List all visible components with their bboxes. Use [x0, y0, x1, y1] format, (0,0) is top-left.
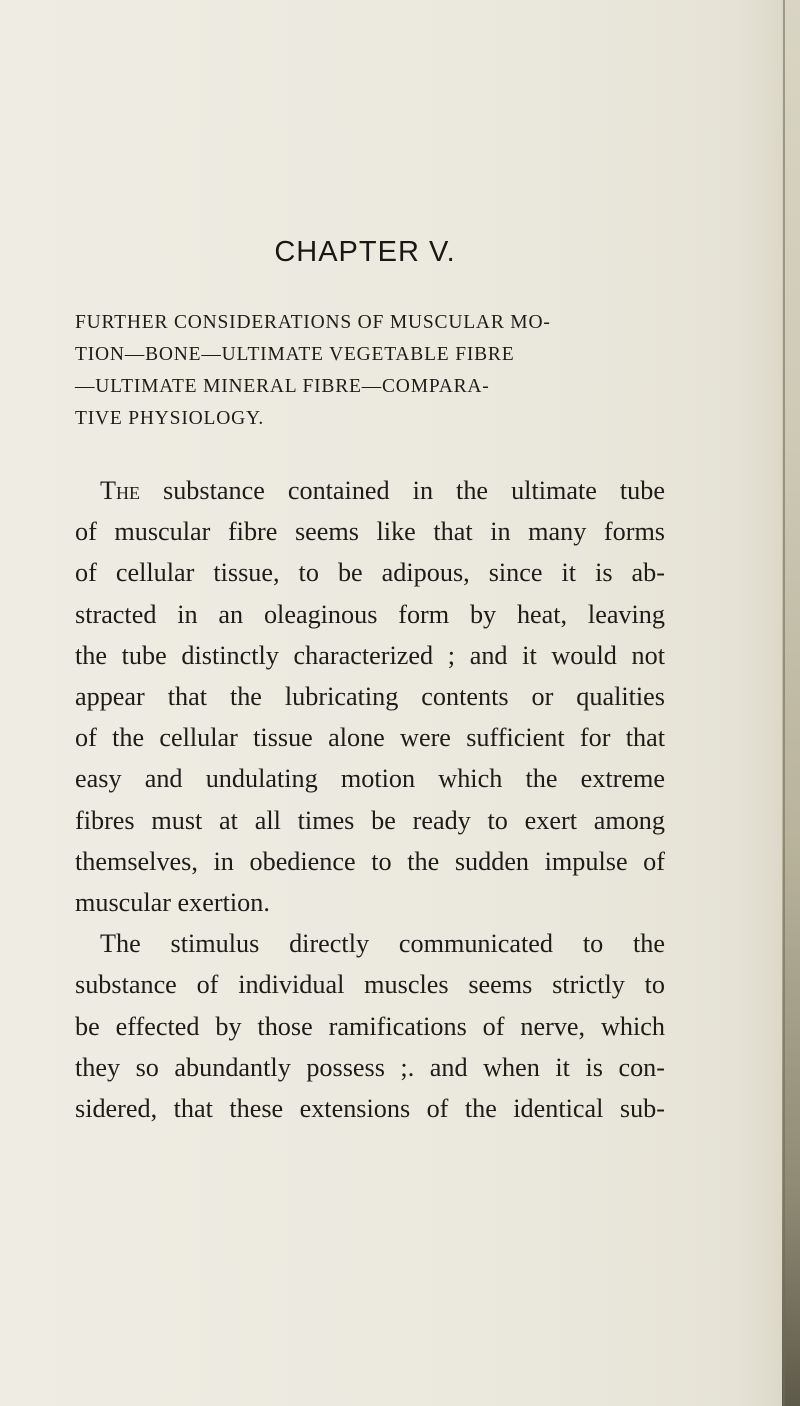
summary-line: TION—BONE—ULTIMATE VEGETABLE FIBRE [75, 344, 515, 365]
summary-line: —ULTIMATE MINERAL FIBRE—COMPARA- [75, 376, 490, 397]
text-line: fibres must at all times be ready to exert among [75, 805, 665, 835]
text-line: be effected by those ramifications of nerve, which [75, 1011, 665, 1041]
text-line: substance of individual muscles seems strictly to [75, 970, 665, 1000]
summary-line: TIVE PHYSIOLOGY. [75, 408, 265, 429]
text-line: themselves, in obedience to the sudden impulse of [75, 846, 665, 876]
paragraph-first-line [75, 470, 665, 511]
text-line: of cellular tissue, to be adipous, since it is ab- [75, 558, 665, 588]
paragraph-first-line-rest: substance contained in the ultimate tube [140, 476, 665, 505]
text-line: of the cellular tissue alone were sufficient for that [75, 723, 665, 753]
page-edge-line [783, 0, 785, 1406]
paragraph-first-word: The [100, 476, 140, 505]
text-line: sidered, that these extensions of the identical sub- [75, 1094, 665, 1124]
text-line: they so abundantly possess ;. and when it is con- [75, 1052, 665, 1082]
text-line: easy and undulating motion which the extreme [75, 764, 665, 794]
text-line: muscular exertion. [75, 888, 270, 918]
text-line: the tube distinctly characterized ; and it would not [75, 640, 665, 670]
text-line: appear that the lubricating contents or qualities [75, 682, 665, 712]
body-text [75, 470, 665, 1129]
text-line: stracted in an oleaginous form by heat, leaving [75, 599, 665, 629]
text-line: of muscular fibre seems like that in many forms [75, 517, 665, 547]
chapter-summary [75, 307, 660, 435]
text-line: The stimulus directly communicated to the [100, 929, 665, 959]
chapter-title: CHAPTER V. [274, 236, 456, 268]
summary-line: FURTHER CONSIDERATIONS OF MUSCULAR MO- [75, 312, 551, 333]
